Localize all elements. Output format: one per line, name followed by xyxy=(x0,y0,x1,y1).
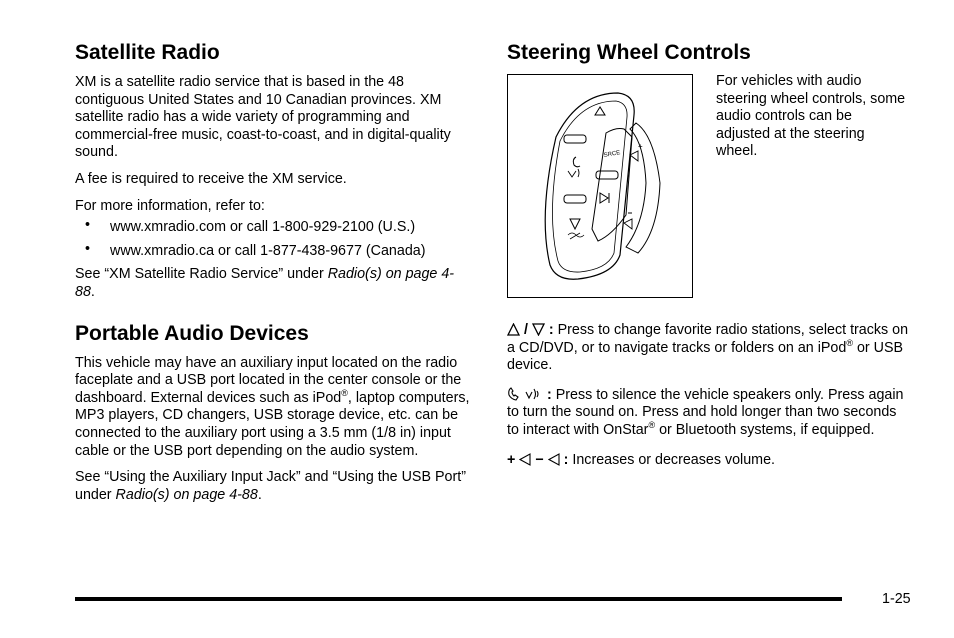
seek-up-icon xyxy=(507,323,520,336)
list-item-text: www.xmradio.com or call 1-800-929-2100 (U.S.) xyxy=(110,219,416,236)
portable-text-b: , laptop computers, MP3 players, CD changers, USB storage device, etc. can be connected to the auxiliary port using a 3.5 mm (1/8 in) input cable or the USB port depending on the audio system. xyxy=(75,389,470,459)
volume-plus: + xyxy=(507,451,516,468)
mute-symbols xyxy=(507,387,552,403)
satellite-radio-paragraph: XM is a satellite radio service that is based in the 48 contiguous United States and 10 Canadian provinces. XM satellite radio has a wide variety of programming and commercial-free music, coast-to-coast, and in digital-quality sound. xyxy=(75,74,451,161)
see-aux-reference: Radio(s) on page 4-88 xyxy=(115,486,258,503)
seek-text-a: Press to change favorite radio stations, select tracks on a CD/DVD, or to navigate tracks or folders on an iPod xyxy=(507,322,909,356)
list-item-text: www.xmradio.ca or call 1-877-438-9677 (Canada) xyxy=(110,242,426,259)
portable-audio-heading: Portable Audio Devices xyxy=(75,321,309,345)
mute-colon: : xyxy=(542,386,552,403)
list-item xyxy=(75,240,470,261)
volume-colon: : xyxy=(559,451,569,468)
footer-rule xyxy=(75,597,842,601)
fee-paragraph: A fee is required to receive the XM service. xyxy=(75,170,347,187)
mute-control-description xyxy=(507,387,912,440)
seek-symbols xyxy=(507,322,554,338)
right-column xyxy=(507,40,912,469)
portable-text-a: This vehicle may have an auxiliary input located on the radio faceplate and a USB port located in the center console or the dashboard. External devices such as iPod xyxy=(75,354,462,406)
bullet-icon: • xyxy=(85,217,91,234)
seek-text-b: or USB device. xyxy=(507,339,904,374)
srce-label: SRCE xyxy=(603,150,621,159)
steering-wheel-heading: Steering Wheel Controls xyxy=(507,41,751,64)
volume-symbols xyxy=(507,452,568,468)
see-aux-paragraph xyxy=(75,469,470,504)
mute-text-a: Press to silence the vehicle speakers only. Press again to turn the sound on. Press and hold longer than two seconds to interact with OnStar xyxy=(507,386,904,438)
see-xm-paragraph xyxy=(75,266,470,301)
mute-text-b: or Bluetooth systems, if equipped. xyxy=(655,421,875,438)
volume-up-icon xyxy=(519,453,531,466)
see-aux-suffix: . xyxy=(257,486,262,503)
svg-text:+: + xyxy=(638,142,643,151)
see-aux-text: See “Using the Auxiliary Input Jack” and “Using the USB Port” under xyxy=(75,469,466,503)
portable-audio-paragraph xyxy=(75,355,470,461)
see-xm-text: See “XM Satellite Radio Service” under xyxy=(75,266,328,283)
see-xm-reference: Radio(s) on page 4-88 xyxy=(75,266,455,300)
figure-row xyxy=(507,74,912,298)
steering-controls-figure xyxy=(507,74,693,298)
list-item xyxy=(75,219,470,237)
seek-separator: / xyxy=(520,322,532,338)
satellite-radio-heading: Satellite Radio xyxy=(75,41,220,64)
registered-mark: ® xyxy=(846,337,853,348)
seek-down-icon xyxy=(532,323,545,336)
reference-list xyxy=(75,219,470,260)
volume-control-description xyxy=(507,452,912,470)
registered-mark: ® xyxy=(341,387,348,398)
voice-mute-icon xyxy=(525,387,543,401)
seek-colon: : xyxy=(544,322,554,338)
page-number: 1-25 xyxy=(882,591,911,607)
bullet-icon: • xyxy=(85,240,91,257)
seek-control-description xyxy=(507,322,912,375)
left-column xyxy=(75,40,470,504)
volume-minus: − xyxy=(535,451,544,468)
registered-mark: ® xyxy=(648,420,656,431)
steering-controls-illustration xyxy=(508,75,692,297)
more-info-paragraph: For more information, refer to: xyxy=(75,197,265,214)
phone-icon xyxy=(507,387,521,401)
figure-caption: For vehicles with audio steering wheel controls, some audio controls can be adjusted at the steering wheel. xyxy=(716,73,906,160)
see-xm-suffix: . xyxy=(90,283,95,300)
volume-down-icon xyxy=(548,453,560,466)
volume-text: Increases or decreases volume. xyxy=(568,451,776,468)
